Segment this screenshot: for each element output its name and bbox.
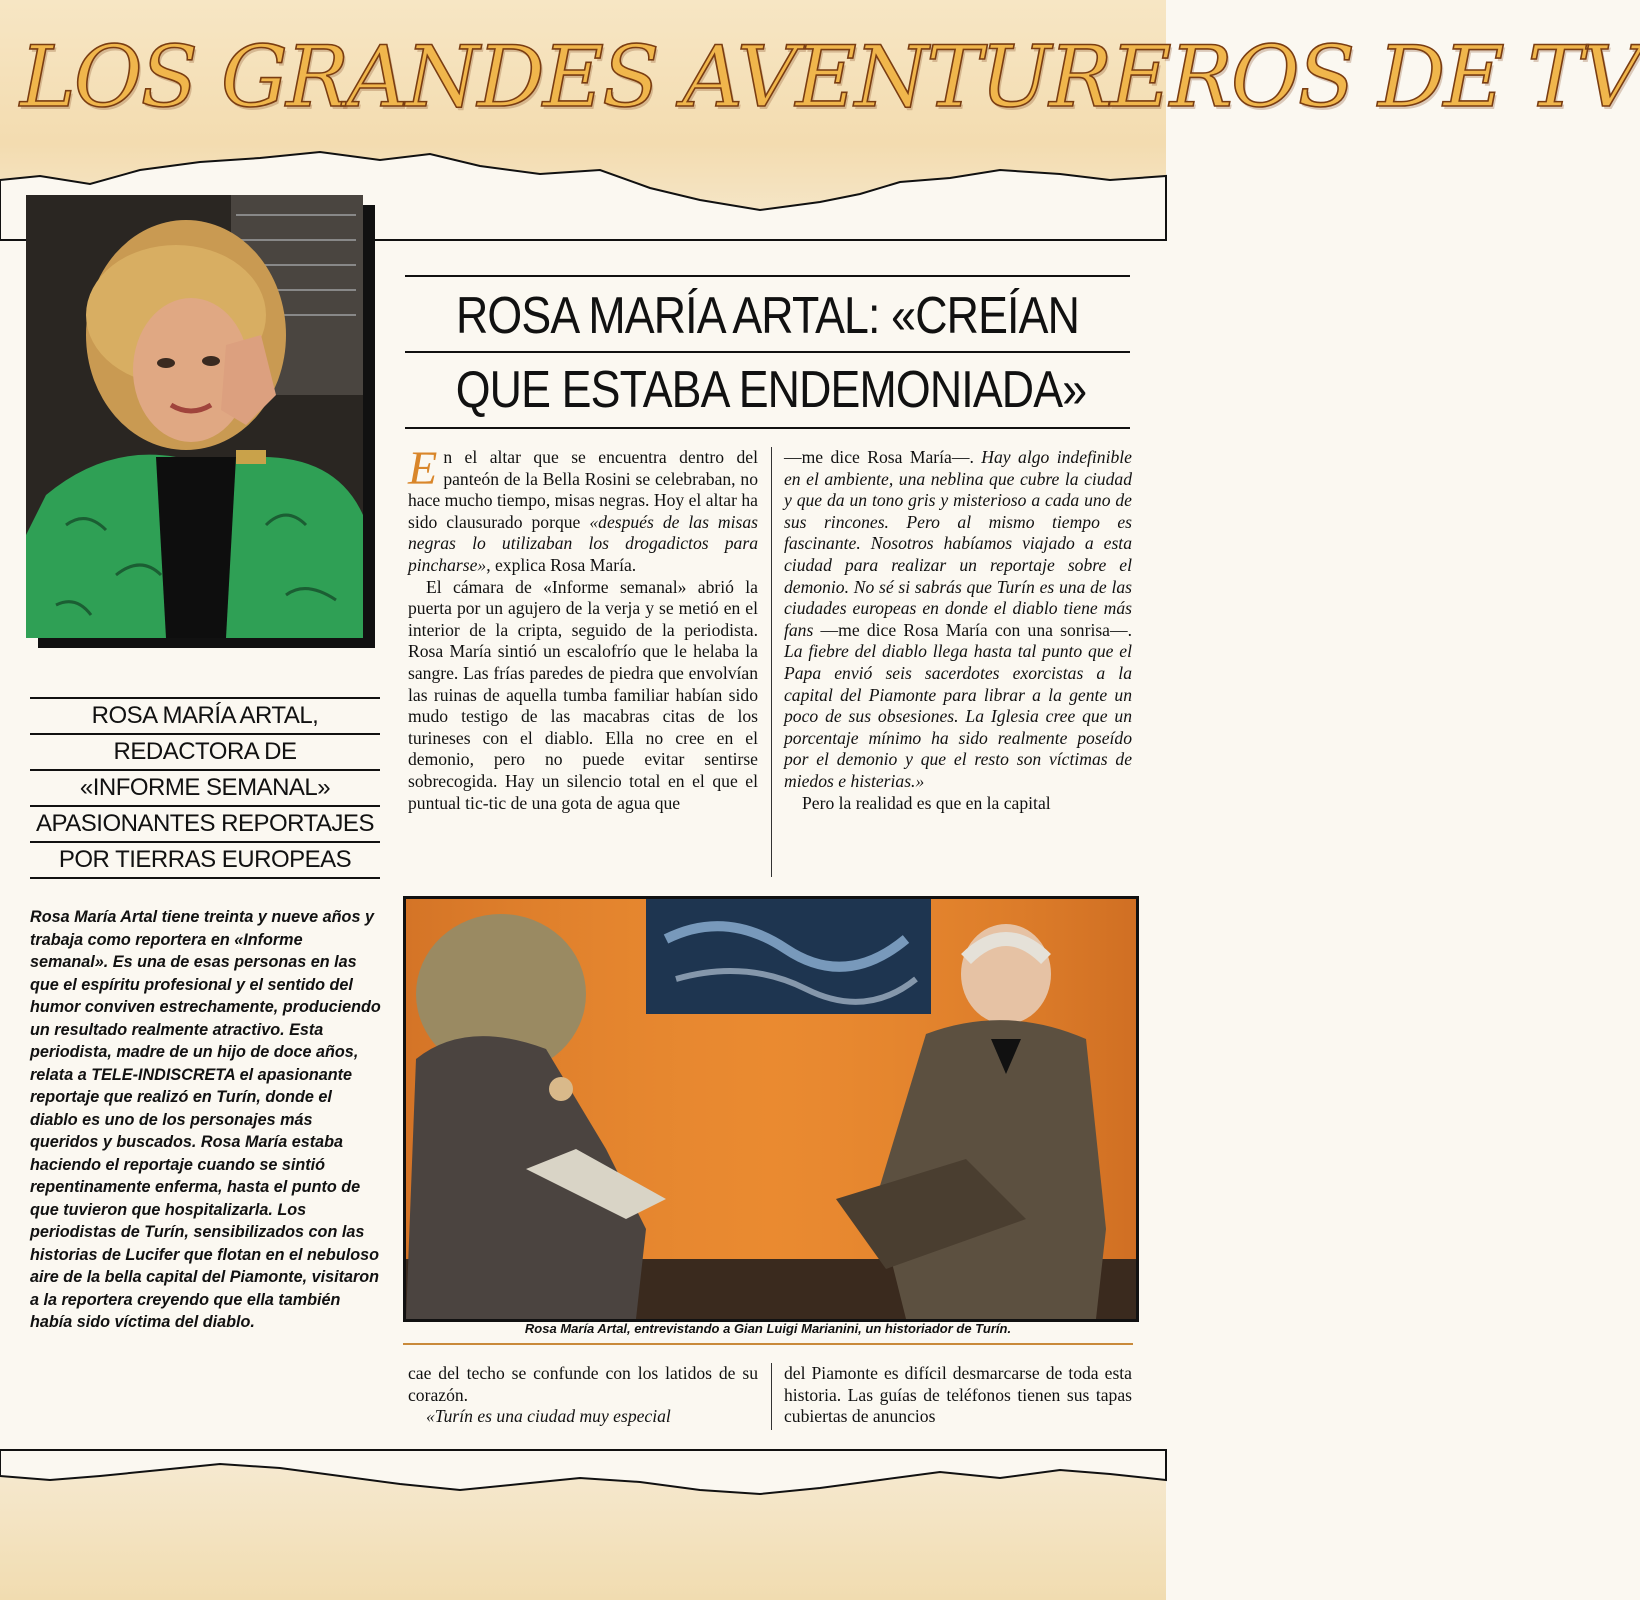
portrait-illustration: [26, 195, 363, 638]
headline-line-1: ROSA MARÍA ARTAL: «CREÍAN: [455, 287, 1080, 345]
column-divider: [771, 447, 772, 877]
interview-photo: [403, 896, 1139, 1322]
body-paragraph: cae del techo se confunde con los latidos de su corazón.: [408, 1363, 758, 1405]
subhead-line: ROSA MARÍA ARTAL,: [30, 697, 380, 733]
body-quote: Hay algo indefinible en el ambiente, una neblina que cubre la ciudad y que da un tono gris y misterioso a cada uno de sus rincones. Pero al mismo tiempo es fascinante. Nosotros habíamos viajado a esta ciudad para realizar un reportaje sobre el demonio. No sé si sabrás que Turín es una de las ciudades europeas en donde el diablo tiene más fans: [784, 447, 1132, 640]
headline-line-2: QUE ESTABA ENDEMONIADA»: [455, 361, 1087, 419]
torn-paper-edge-bottom: [0, 1450, 1166, 1530]
subhead-line: APASIONANTES REPORTAJES: [30, 805, 380, 841]
subhead-line: REDACTORA DE: [30, 733, 380, 769]
portrait-photo: [26, 195, 363, 638]
body-column-4: [784, 1363, 1132, 1428]
intro-paragraph: Rosa María Artal tiene treinta y nueve años y trabaja como reportera en «Informe semanal». Es una de esas personas en las que el espíritu profesional y el sentido del humor conviven estrechamente, produciendo un resultado realmente atractivo. Esta periodista, madre de un hijo de doce años, relata a TELE-INDISCRETA el apasionante reportaje que realizó en Turín, donde el diablo es uno de los personajes más queridos y buscados. Rosa María estaba haciendo el reportaje cuando se sintió repentinamente enferma, hasta el punto de que tuvieron que hospitalizarla. Los periodistas de Turín, sensibilizados con las historias de Lucifer que flotan en el nebuloso aire de la bella capital del Piamonte, visitaron a la reportera creyendo que ella también había sido víctima del diablo.: [30, 908, 381, 1331]
body-paragraph: del Piamonte es difícil desmarcarse de toda esta historia. Las guías de teléfonos tienen sus tapas cubiertas de anuncios: [784, 1363, 1132, 1427]
headline-divider: [405, 351, 1130, 353]
subhead-line: POR TIERRAS EUROPEAS: [30, 841, 380, 879]
body-column-2: [784, 447, 1132, 814]
column-divider: [771, 1363, 772, 1430]
interview-illustration: [406, 899, 1136, 1319]
masthead-title: LOS GRANDES AVENTUREROS DE TV: [20, 28, 1640, 126]
body-text: —me dice Rosa María con una sonrisa—.: [813, 619, 1132, 640]
caption-rule: [403, 1343, 1133, 1345]
body-quote: La fiebre del diablo llega hasta tal punto que el Papa envió seis sacerdotes exorcistas a la capital del Piamonte para librar a la gente un poco de sus obsesiones. La Iglesia cree que un porcentaje mínimo ha sido realmente poseído por el demonio y que el resto son víctimas de miedos e histerias.»: [784, 641, 1132, 791]
subhead-block: [30, 697, 380, 879]
body-paragraph: Pero la realidad es que en la capital: [802, 792, 1051, 813]
body-column-1: [408, 442, 759, 814]
body-paragraph: «Turín es una ciudad muy especial: [426, 1406, 671, 1427]
body-text: n el altar que se encuentra dentro del panteón de la Bella Rosini se celebraban, no hace mucho tiempo, misas negras. Hoy el altar ha sido clausurado porque: [408, 447, 758, 532]
photo-caption: Rosa María Artal, entrevistando a Gian Luigi Marianini, un historiador de Turín.: [524, 1321, 1012, 1336]
body-quote: «después de las misas negras lo utilizaban los drogadictos para pincharse»: [408, 511, 759, 575]
body-paragraph: El cámara de «Informe semanal» abrió la puerta por un agujero de la verja y se metió en el interior de la cripta, seguido de la periodista. Rosa María sintió un escalofrío que le helaba la sangre. Las frías paredes de piedra que envolvían las ruinas de aquella tumba familiar habían sido mudo testigo de las macabras citas de los turineses con el diablo. Ella no cree en el demonio, pero no puede evitar sentirse sobrecogida. Hay un silencio total en el que el puntual tic-tic de una gota de agua que: [408, 576, 758, 813]
subhead-line: «INFORME SEMANAL»: [30, 769, 380, 805]
drop-cap: E: [408, 442, 438, 495]
body-text: —me dice Rosa María—.: [784, 447, 982, 467]
body-text: , explica Rosa María.: [486, 554, 637, 575]
body-column-3: [408, 1363, 758, 1428]
headline: [405, 275, 1130, 429]
